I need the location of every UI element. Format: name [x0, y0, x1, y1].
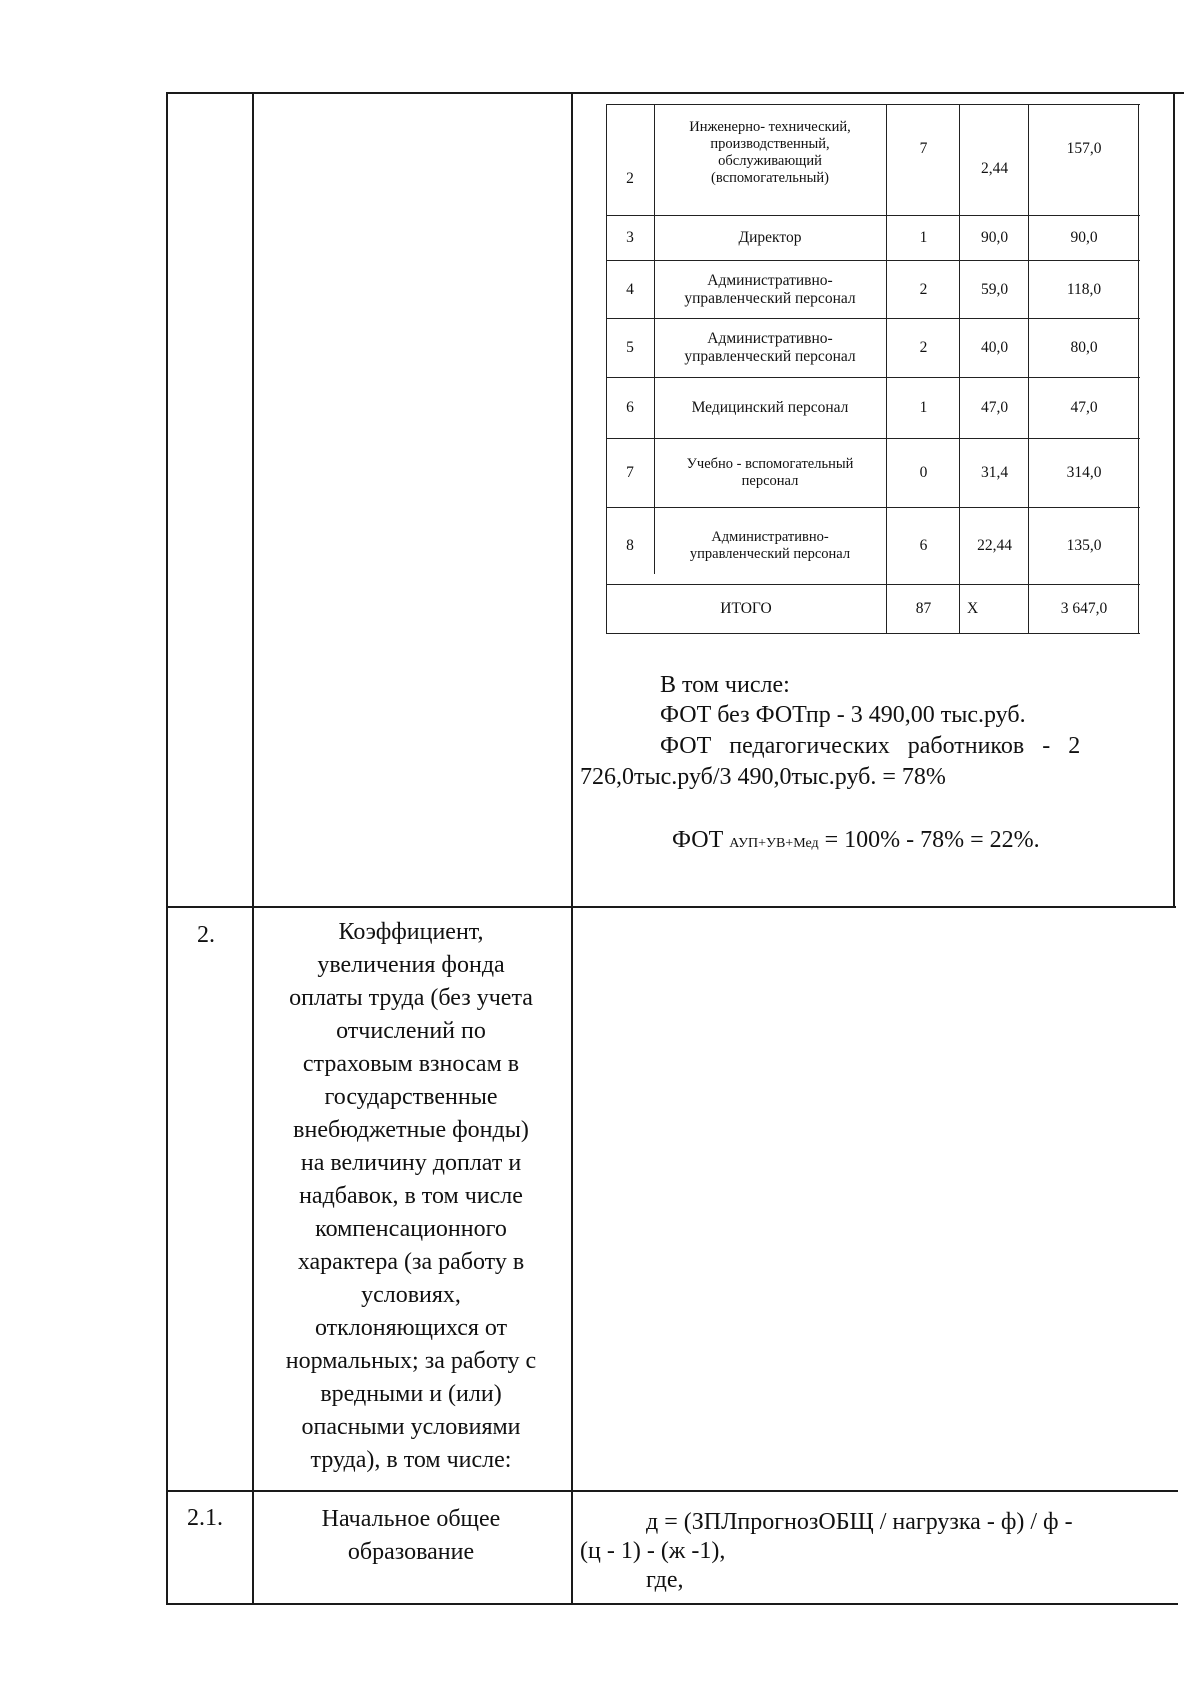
staff-row-count: 7 [919, 140, 928, 157]
staff-row-count: 6 [919, 537, 928, 554]
outer-left-border [166, 92, 168, 1605]
row2-number: 2. [197, 922, 215, 948]
row2-line: вредными и (или) [320, 1381, 502, 1407]
staff-row-sum: 47,0 [1070, 399, 1098, 416]
staff-row-count: 1 [919, 229, 928, 246]
staff-row-rate: 47,0 [980, 399, 1009, 416]
staff-border-top [606, 104, 1140, 105]
row2-line: внебюджетные фонды) [293, 1117, 529, 1143]
col1-divider [252, 92, 254, 1605]
row2-line: условиях, [361, 1282, 461, 1308]
note-line-3b: 726,0тыс.руб/3 490,0тыс.руб. = 78% [580, 764, 946, 790]
row2-line: характера (за работу в [297, 1249, 525, 1275]
staff-row-sum: 118,0 [1066, 280, 1102, 298]
staff-total-label: ИТОГО [720, 600, 772, 617]
staff-row-rate: 59,0 [980, 280, 1009, 298]
note-fot-subscript: АУП+УВ+Мед [729, 836, 819, 851]
row21-formula-line2: (ц - 1) - (ж -1), [580, 1538, 726, 1564]
staff-row-rate: 90,0 [980, 229, 1009, 246]
row21-bottom-border [166, 1603, 1178, 1605]
staff-row-num: 6 [626, 399, 634, 416]
staff-row-category: Медицинский персонал [691, 399, 849, 416]
staff-row-count: 2 [919, 280, 928, 298]
staff-row-sum: 90,0 [1070, 229, 1098, 246]
staff-row-count: 2 [919, 339, 928, 356]
staff-row-sum: 157,0 [1066, 140, 1102, 157]
row2-line: надбавок, в том числе [299, 1183, 523, 1209]
row2-line: страховым взносам в [302, 1051, 520, 1077]
row2-line: увеличения фонда [317, 952, 505, 978]
staff-row-rate: 22,44 [977, 537, 1012, 554]
note-line-3a: ФОТ педагогических работников - 2 [660, 733, 1081, 759]
row21-formula-line1: д = (ЗПЛпрогнозОБЩ / нагрузка - ф) / ф - [646, 1509, 1073, 1535]
staff-total-count: 87 [915, 600, 932, 617]
staff-row-category: Административно- управленческий персонал [684, 330, 856, 365]
staff-row-category: Инженерно- технический, производственный, обслуживающий (вспомогательный) [689, 119, 851, 186]
note-fot-label: ФОТ [672, 827, 730, 853]
row21-number: 2.1. [187, 1505, 223, 1531]
row2-bottom-border [166, 1490, 1178, 1492]
staff-row-num: 3 [626, 229, 634, 246]
col2-divider [571, 92, 573, 1605]
row2-line: оплаты труда (без учета [289, 985, 533, 1011]
note-line-4 [660, 797, 1040, 858]
staff-total-rate: Х [967, 600, 979, 617]
row21-desc-line: Начальное общее [321, 1506, 501, 1532]
staff-row-category: Директор [738, 229, 802, 246]
row2-line: Коэффициент, [338, 919, 484, 945]
row21-description [256, 1503, 566, 1569]
note-line-1: В том числе: [660, 672, 790, 698]
staff-row-count: 0 [919, 464, 928, 481]
staff-row-num: 5 [626, 339, 634, 356]
staff-table [606, 104, 1140, 634]
staff-row-sum: 80,0 [1070, 339, 1098, 356]
staff-border-bottom [606, 633, 1140, 634]
row2-line: государственные [324, 1084, 498, 1110]
row2-line: нормальных; за работу с [285, 1348, 537, 1374]
staff-row-num: 7 [626, 464, 634, 481]
staff-row-category: Административно- управленческий персонал [689, 529, 851, 562]
staff-row-num: 2 [626, 170, 634, 187]
staff-row-sum: 135,0 [1066, 537, 1102, 554]
staff-row-num: 4 [626, 280, 634, 298]
row21-formula-line3: где, [646, 1567, 684, 1593]
note-line-2: ФОТ без ФОТпр - 3 490,00 тыс.руб. [660, 702, 1026, 728]
staff-row-rate: 2,44 [980, 160, 1009, 177]
staff-row-category: Учебно - вспомогательный персонал [686, 456, 854, 489]
outer-top-border [166, 92, 1184, 94]
row2-line: отчислений по [336, 1018, 486, 1044]
staff-border-right [1138, 104, 1139, 634]
row2-line: труда), в том числе: [310, 1447, 512, 1473]
staff-row-sum: 314,0 [1066, 464, 1102, 481]
staff-row-rate: 31,4 [980, 464, 1009, 481]
note-fot-formula: = 100% - 78% = 22%. [818, 827, 1040, 853]
row2-line: на величину доплат и [300, 1150, 522, 1176]
row1-bottom-border [166, 906, 1176, 908]
row21-desc-line: образование [347, 1539, 475, 1565]
row2-line: отклоняющихся от [314, 1315, 508, 1341]
row2-line: опасными условиями [301, 1414, 521, 1440]
row2-description [256, 916, 566, 1477]
outer-right-border [1173, 92, 1175, 907]
staff-row-rate: 40,0 [980, 339, 1009, 356]
staff-total-sum: 3 647,0 [1060, 600, 1108, 617]
staff-row-count: 1 [919, 399, 928, 416]
staff-row-category: Административно- управленческий персонал [684, 271, 856, 307]
staff-row-num: 8 [626, 537, 634, 554]
row2-line: компенсационного [315, 1216, 507, 1242]
